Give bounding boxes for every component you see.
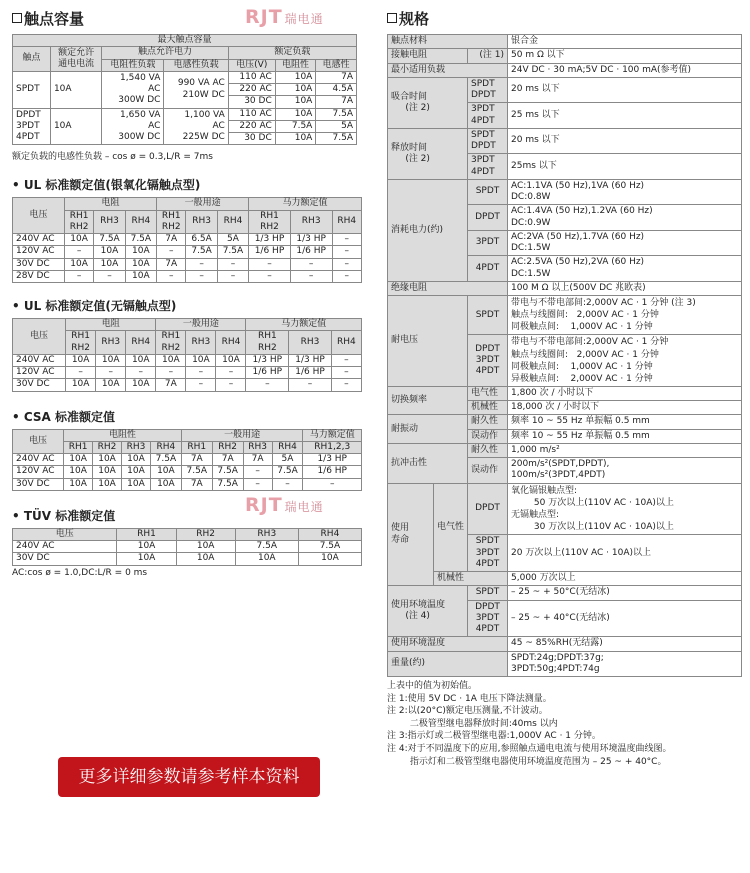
life-label: 使用 寿命	[388, 483, 434, 586]
table-cell: 10A	[93, 466, 122, 478]
rh1-header: RH1	[181, 441, 212, 453]
spec-value: 带电与不带电部间:2,000V AC · 1 分钟 触点与线圈间: 2,000V AC · 1 分钟 同极触点间: 1,000V AC · 1 分钟 异极触点间: 2,000V AC · 1 分钟	[508, 335, 742, 387]
spec-table	[387, 34, 742, 677]
spec-value: – 25 ~ + 50°C(无结冰)	[508, 586, 742, 600]
spec-sub: 电气性	[468, 386, 508, 400]
table-cell: 30V DC	[13, 553, 117, 565]
table-header: RH1	[117, 528, 176, 540]
rh4-header: RH4	[125, 210, 156, 234]
table-cell: –	[243, 478, 272, 490]
spec-value: 25 ms 以下	[508, 103, 742, 129]
table-row	[13, 246, 362, 258]
inductive-header: 电感性	[316, 59, 357, 71]
table-cell: 220 AC	[228, 84, 275, 96]
spec-heading: 规格	[387, 8, 742, 29]
table-cell: 30V DC	[13, 258, 65, 270]
spec-label: 使用环境湿度	[388, 637, 508, 651]
table-cell: 10A	[66, 354, 96, 366]
table-cell: –	[216, 379, 246, 391]
tuv-heading: • TÜV 标准额定值	[12, 508, 116, 523]
table-row	[13, 367, 362, 379]
note-line: 上表中的值为初始值。	[387, 681, 478, 692]
note-line: 注 2:以(20°C)额定电压测量,不计波动。	[387, 706, 548, 717]
table-cell: –	[156, 367, 186, 379]
rh3-header: RH3	[289, 331, 332, 355]
ul2-heading: • UL 标准额定值(无镉触点型)	[12, 299, 177, 313]
spec-value: 50 m Ω 以下	[508, 49, 742, 63]
table-cell: –	[272, 478, 303, 490]
note-line: 注 3:指示灯或二极管型继电器:1,000V AC · 1 分钟。	[387, 731, 601, 742]
table-cell: 5A	[272, 454, 303, 466]
table-cell: 10A	[66, 379, 96, 391]
table-cell: –	[290, 270, 332, 282]
spec-sub: DPDT 3PDT 4PDT	[468, 600, 508, 637]
table-cell: 10A	[275, 133, 316, 145]
table-cell: 120V AC	[13, 466, 64, 478]
table-cell: 240V AC	[13, 234, 65, 246]
table-cell: 10A	[122, 478, 151, 490]
freq-label: 切换频率	[388, 386, 468, 415]
pickup-label: 吸合时间 (注 2)	[388, 77, 468, 128]
spec-sub: SPDT	[468, 296, 508, 335]
table-cell: 1/3 HP	[290, 234, 332, 246]
rh3-header: RH3	[290, 210, 332, 234]
table-cell: 10A	[96, 354, 126, 366]
spec-value: 20 ms 以下	[508, 128, 742, 154]
allow-power-header: 触点允许电力	[102, 47, 228, 59]
spec-value: 5,000 万次以上	[508, 572, 742, 586]
table-cell: 10A	[64, 466, 93, 478]
table-cell: 10A	[186, 354, 216, 366]
table-row	[13, 270, 362, 282]
rh3-header: RH3	[94, 210, 125, 234]
spec-sub: DPDT 3PDT 4PDT	[468, 335, 508, 387]
table-cell: 10A	[275, 96, 316, 108]
table-cell: –	[126, 367, 156, 379]
table-cell: 7.5A	[272, 466, 303, 478]
spec-sub: SPDT	[468, 179, 508, 205]
rh4-header: RH4	[216, 331, 246, 355]
spec-value: 45 ~ 85%RH(无结露)	[508, 637, 742, 651]
table-cell: 10A	[125, 246, 156, 258]
spec-value: AC:1.1VA (50 Hz),1VA (60 Hz) DC:0.8W	[508, 179, 742, 205]
square-bullet-icon	[387, 13, 397, 23]
table-cell: 30 DC	[228, 96, 275, 108]
table-row	[13, 258, 362, 270]
table-cell: –	[96, 367, 126, 379]
spec-value: 1,000 m/s²	[508, 443, 742, 457]
resistive-header: 电阻性	[275, 59, 316, 71]
ul2-table	[12, 318, 362, 392]
table-row	[13, 454, 362, 466]
table-cell: 30V DC	[13, 379, 66, 391]
table-cell: –	[186, 258, 217, 270]
table-row	[13, 354, 362, 366]
spec-sub: SPDT DPDT	[468, 128, 508, 154]
rh123-header: RH1,2,3	[303, 441, 362, 453]
left-column	[12, 0, 367, 578]
table-cell: 10A	[64, 478, 93, 490]
table-cell: 7.5A	[298, 541, 361, 553]
rh3-header: RH3	[186, 331, 216, 355]
table-cell: 110 AC	[228, 71, 275, 83]
spec-sub: 耐久性	[468, 415, 508, 429]
note-line: 注 4:对于不同温度下的应用,参照触点通电电流与使用环境温度曲线图。	[387, 744, 672, 755]
table-cell: 7A	[157, 234, 186, 246]
table-cell: 7.5A	[217, 246, 248, 258]
voltage-header: 电压	[13, 198, 65, 234]
table-cell: 7A	[157, 258, 186, 270]
table-cell: 30V DC	[13, 478, 64, 490]
table-cell: 10A	[125, 270, 156, 282]
ul1-heading: • UL 标准额定值(银氧化镉触点型)	[12, 178, 201, 193]
contact-capacity-table	[12, 34, 357, 145]
rh4-header: RH4	[217, 210, 248, 234]
table-row	[13, 478, 362, 490]
table-cell: 5A	[217, 234, 248, 246]
table-cell: –	[186, 379, 216, 391]
spec-sub: 3PDT	[468, 230, 508, 256]
table-cell: –	[216, 367, 246, 379]
table-cell: 7.5A	[212, 466, 243, 478]
spec-sub: 耐久性	[468, 443, 508, 457]
table-cell: 1/3 HP	[246, 354, 289, 366]
spec-sub: 误动作	[468, 458, 508, 484]
table-cell: 10A	[176, 541, 235, 553]
table-cell: –	[186, 367, 216, 379]
spec-notes	[387, 680, 742, 768]
hp-header: 马力额定值	[303, 429, 362, 441]
voltage-header: 电压	[13, 319, 66, 355]
rated-load-header: 额定负载	[228, 47, 356, 59]
table-cell: 10A	[125, 258, 156, 270]
table-cell: 10A	[176, 553, 235, 565]
spec-value: 24V DC · 30 mA;5V DC · 100 mA(参考值)	[508, 63, 742, 77]
table-cell: 10A	[126, 379, 156, 391]
ind-load-header: 电感性负载	[164, 59, 228, 71]
table-cell: 10A	[150, 478, 181, 490]
table-cell: –	[64, 246, 93, 258]
table-cell: –	[331, 367, 361, 379]
table-cell: 10A	[216, 354, 246, 366]
table-cell: 7A	[181, 454, 212, 466]
note-line: 注 1:使用 5V DC · 1A 电压下降法测量。	[387, 693, 552, 704]
spec-sub: DPDT	[468, 205, 508, 231]
note-line: 二极管型继电器释放时间:40ms 以内	[387, 718, 558, 729]
table-cell: 7A	[243, 454, 272, 466]
spec-value: 1,800 次 / 小时以下	[508, 386, 742, 400]
table-cell: 10A	[275, 108, 316, 120]
csa-table	[12, 429, 362, 491]
table-cell: 10A	[275, 71, 316, 83]
spec-value: 20 万次以上(110V AC · 10A)以上	[508, 535, 742, 572]
table-cell: –	[157, 246, 186, 258]
spec-value: SPDT:24g;DPDT:37g; 3PDT:50g;4PDT:74g	[508, 651, 742, 677]
dpdt-label: DPDT 3PDT 4PDT	[13, 108, 51, 145]
spec-value: AC:1.4VA (50 Hz),1.2VA (60 Hz) DC:0.9W	[508, 205, 742, 231]
spec-value: – 25 ~ + 40°C(无结冰)	[508, 600, 742, 637]
table-cell: 1/6 HP	[249, 246, 291, 258]
hp-header: 马力额定值	[249, 198, 362, 210]
spec-value: 20 ms 以下	[508, 77, 742, 103]
table-cell: 7A	[316, 71, 357, 83]
table-cell: 10A	[117, 553, 176, 565]
rated-current-header: 额定允许 通电电流	[50, 47, 101, 72]
table-cell: 7.5A	[125, 234, 156, 246]
table-cell: 6.5A	[186, 234, 217, 246]
table-cell: –	[249, 270, 291, 282]
spdt-ind-power: 990 VA AC 210W DC	[164, 71, 228, 108]
table-cell: –	[289, 379, 332, 391]
table-cell: 7A	[316, 96, 357, 108]
rh4-header: RH4	[272, 441, 303, 453]
spec-label: 绝缘电阻	[388, 281, 508, 295]
spec-sub: SPDT DPDT	[468, 77, 508, 103]
right-column	[387, 0, 742, 768]
more-details-button[interactable]: 更多详细参数请参考样本资料	[58, 757, 320, 797]
res-header: 电阻性	[64, 429, 182, 441]
table-cell: –	[332, 270, 361, 282]
rh3-header: RH3	[243, 441, 272, 453]
table-cell: 7.5A	[212, 478, 243, 490]
spec-value: 银合金	[508, 35, 742, 49]
rh4-header: RH4	[150, 441, 181, 453]
table-row	[13, 541, 362, 553]
table-cell: –	[331, 379, 361, 391]
table-cell: –	[303, 478, 362, 490]
table-cell: 7.5A	[316, 133, 357, 145]
spec-value: 带电与不带电部间:2,000V AC · 1 分钟 (注 3) 触点与线圈间: 2,000V AC · 1 分钟 同极触点间: 1,000V AC · 1 分钟	[508, 296, 742, 335]
spec-sub: DPDT	[468, 483, 508, 535]
spdt-label: SPDT	[13, 71, 51, 108]
table-cell: 10A	[150, 466, 181, 478]
table-cell: 10A	[64, 234, 93, 246]
table-cell: –	[332, 234, 361, 246]
table-header: RH2	[176, 528, 235, 540]
table-cell: –	[157, 270, 186, 282]
table-cell: 7.5A	[181, 466, 212, 478]
table-cell: 240V AC	[13, 541, 117, 553]
spec-label: 最小适用负载	[388, 63, 508, 77]
spec-label: 接触电阻	[388, 49, 468, 63]
life-elec-label: 电气性	[434, 483, 468, 571]
tuv-table	[12, 528, 362, 566]
rh2-header: RH2	[212, 441, 243, 453]
table-cell: 4.5A	[316, 84, 357, 96]
hp-header: 马力额定值	[246, 319, 362, 331]
table-cell: 110 AC	[228, 108, 275, 120]
res-load-header: 电阻性负载	[102, 59, 164, 71]
voltage-header: 电压(V)	[228, 59, 275, 71]
table-cell: 1/6 HP	[303, 466, 362, 478]
table-cell: 7A	[156, 379, 186, 391]
table-cell: 10A	[93, 478, 122, 490]
rh4-header: RH4	[331, 331, 361, 355]
spec-sub: SPDT 3PDT 4PDT	[468, 535, 508, 572]
table-cell: 7A	[212, 454, 243, 466]
table-cell: 10A	[93, 454, 122, 466]
table-cell: 7A	[181, 478, 212, 490]
table-cell: 10A	[122, 454, 151, 466]
temp-label: 使用环境温度 (注 4)	[388, 586, 468, 637]
table-cell: –	[246, 379, 289, 391]
table-cell: 10A	[275, 84, 316, 96]
table-cell: 7.5A	[186, 246, 217, 258]
spec-sub: 误动作	[468, 429, 508, 443]
spdt-current: 10A	[50, 71, 101, 108]
table-cell: –	[290, 258, 332, 270]
gen-header: 一般用途	[157, 198, 249, 210]
note-line: 指示灯和二极管型继电器使用环境温度范围为 – 25 ~ + 40°C。	[387, 756, 667, 767]
table-cell: –	[186, 270, 217, 282]
spec-value: 200m/s²(SPDT,DPDT), 100m/s²(3PDT,4PDT)	[508, 458, 742, 484]
spec-sub: SPDT	[468, 586, 508, 600]
table-cell: 1/6 HP	[290, 246, 332, 258]
table-row	[13, 379, 362, 391]
rh12-header: RH1 RH2	[64, 210, 93, 234]
table-row	[13, 466, 362, 478]
tuv-note: AC:cos ø = 1.0,DC:L/R = 0 ms	[12, 567, 148, 578]
table-cell: 240V AC	[13, 454, 64, 466]
res-header: 电阻	[64, 198, 156, 210]
table-cell: –	[331, 354, 361, 366]
table-cell: –	[64, 270, 93, 282]
rh3-header: RH3	[96, 331, 126, 355]
dielectric-label: 耐电压	[388, 296, 468, 387]
rh12-header: RH1 RH2	[246, 331, 289, 355]
spec-label: 重量(约)	[388, 651, 508, 677]
dpdt-res-power: 1,650 VA AC 300W DC	[102, 108, 164, 145]
spec-value: 频率 10 ~ 55 Hz 单振幅 0.5 mm	[508, 415, 742, 429]
table-cell: –	[249, 258, 291, 270]
table-cell: –	[94, 270, 125, 282]
spec-value: AC:2.5VA (50 Hz),2VA (60 Hz) DC:1.5W	[508, 256, 742, 282]
table-header: RH3	[235, 528, 298, 540]
table-cell: 220 AC	[228, 120, 275, 132]
table-row	[13, 553, 362, 565]
rh3-header: RH3	[186, 210, 217, 234]
rh4-header: RH4	[332, 210, 361, 234]
spec-note: (注 1)	[468, 49, 508, 63]
spec-value: AC:2VA (50 Hz),1.7VA (60 Hz) DC:1.5W	[508, 230, 742, 256]
spec-sub: 4PDT	[468, 256, 508, 282]
table-cell: 1/6 HP	[289, 367, 332, 379]
table-cell: 1/6 HP	[246, 367, 289, 379]
table-cell: 120V AC	[13, 367, 66, 379]
table-cell: 10A	[96, 379, 126, 391]
table-cell: 240V AC	[13, 354, 66, 366]
table-cell: 7.5A	[235, 541, 298, 553]
table-cell: –	[332, 246, 361, 258]
contact-header: 触点	[13, 47, 51, 72]
rh3-header: RH3	[122, 441, 151, 453]
ul1-table	[12, 197, 362, 283]
rh12-header: RH1 RH2	[66, 331, 96, 355]
spec-sub: 机械性	[468, 401, 508, 415]
dpdt-current: 10A	[50, 108, 101, 145]
voltage-header: 电压	[13, 429, 64, 454]
table-cell: 10A	[64, 258, 93, 270]
rh4-header: RH4	[126, 331, 156, 355]
table-row	[13, 234, 362, 246]
spec-sub: 3PDT 4PDT	[468, 154, 508, 180]
table-header: RH4	[298, 528, 361, 540]
spec-value: 25ms 以下	[508, 154, 742, 180]
gen-header: 一般用途	[156, 319, 246, 331]
table-cell: 10A	[298, 553, 361, 565]
table-cell: –	[332, 258, 361, 270]
table-cell: 10A	[117, 541, 176, 553]
table-cell: –	[243, 466, 272, 478]
table-cell: 1/3 HP	[289, 354, 332, 366]
table-cell: –	[217, 270, 248, 282]
table-cell: 120V AC	[13, 246, 65, 258]
table-cell: 10A	[94, 258, 125, 270]
rh1-header: RH1	[64, 441, 93, 453]
contact-capacity-heading: 触点容量	[12, 8, 367, 29]
gen-header: 一般用途	[181, 429, 303, 441]
table-header: 电压	[13, 528, 117, 540]
rh12-header: RH1 RH2	[156, 331, 186, 355]
table-cell: –	[66, 367, 96, 379]
table-cell: 7.5A	[275, 120, 316, 132]
table-cell: 10A	[156, 354, 186, 366]
power-label: 消耗电力(约)	[388, 179, 468, 281]
brand-logo: RJT 瑞电通	[245, 6, 324, 28]
table-cell: 7.5A	[94, 234, 125, 246]
square-bullet-icon	[12, 13, 22, 23]
spec-value: 氧化镉银触点型: 50 万次以上(110V AC · 10A)以上 无镉触点型: 30 万次以上(110V AC · 10A)以上	[508, 483, 742, 535]
table-cell: 10A	[94, 246, 125, 258]
table-cell: 30 DC	[228, 133, 275, 145]
spec-label: 触点材料	[388, 35, 508, 49]
table-cell: 10A	[122, 466, 151, 478]
table-cell: –	[217, 258, 248, 270]
table-cell: 5A	[316, 120, 357, 132]
spec-value: 100 M Ω 以上(500V DC 兆欧表)	[508, 281, 742, 295]
table-cell: 10A	[64, 454, 93, 466]
life-mech-label: 机械性	[434, 572, 508, 586]
dpdt-ind-power: 1,100 VA AC 225W DC	[164, 108, 228, 145]
spec-sub: 3PDT 4PDT	[468, 103, 508, 129]
brand-logo: RJT 瑞电通	[245, 494, 324, 516]
spdt-res-power: 1,540 VA AC 300W DC	[102, 71, 164, 108]
table-cell: 1/3 HP	[303, 454, 362, 466]
shock-label: 抗冲击性	[388, 443, 468, 483]
rh2-header: RH2	[93, 441, 122, 453]
dropout-label: 释放时间 (注 2)	[388, 128, 468, 179]
max-capacity-header: 最大触点容量	[13, 35, 357, 47]
table-cell: 10A	[126, 354, 156, 366]
rh12-header: RH1 RH2	[249, 210, 291, 234]
csa-heading: • CSA 标准额定值	[12, 409, 115, 424]
vibration-label: 耐振动	[388, 415, 468, 444]
table-cell: 10A	[235, 553, 298, 565]
table-cell: 1/3 HP	[249, 234, 291, 246]
table-cell: 7.5A	[316, 108, 357, 120]
res-header: 电阻	[66, 319, 156, 331]
rh12-header: RH1 RH2	[157, 210, 186, 234]
contact-note: 额定负载的电感性负载 – cos ø = 0.3,L/R = 7ms	[12, 152, 213, 163]
spec-value: 18,000 次 / 小时以下	[508, 401, 742, 415]
table-cell: 28V DC	[13, 270, 65, 282]
table-cell: 7.5A	[150, 454, 181, 466]
spec-value: 频率 10 ~ 55 Hz 单振幅 0.5 mm	[508, 429, 742, 443]
